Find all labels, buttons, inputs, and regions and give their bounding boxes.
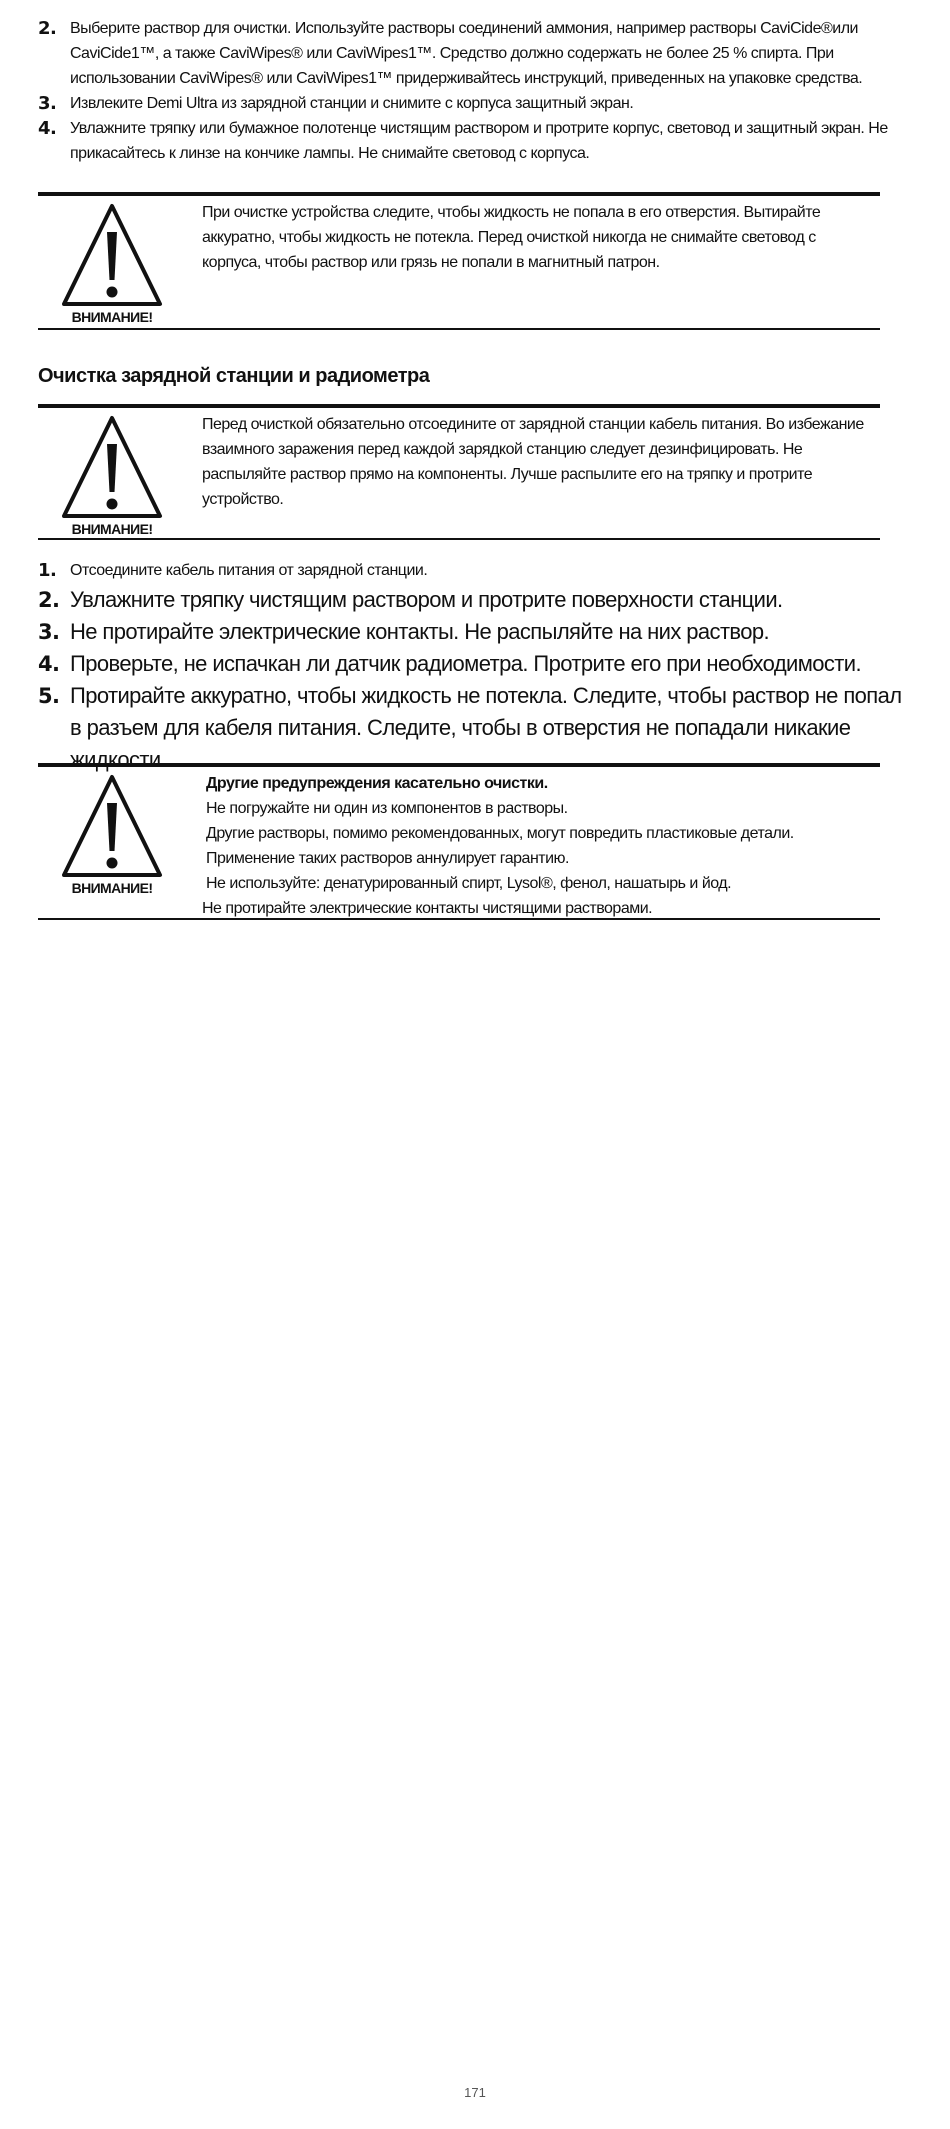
warning-label: ВНИМАНИЕ! [71, 521, 153, 537]
list-item [38, 116, 918, 166]
warning-label: ВНИМАНИЕ! [71, 309, 153, 325]
section-title: Очистка зарядной станции и радиометра [38, 365, 430, 387]
step-text: Увлажните тряпку чистящим раствором и протрите поверхности станции. [70, 587, 783, 612]
list-item [38, 16, 918, 91]
warning-icon-block [60, 202, 164, 325]
step-text: Протирайте аккуратно, чтобы жидкость не потекла. Следите, чтобы раствор не попал в разъем для кабеля питания. Следите, чтобы в отверстия не попадали никакие жидкости. [70, 683, 902, 772]
warning-label: ВНИМАНИЕ! [71, 880, 153, 896]
warning-text: Перед очисткой обязательно отсоедините от зарядной станции кабель питания. Во избежание взаимного заражения перед каждой зарядкой станцию следует дезинфицировать. Не распыляйте раствор прямо на компоненты. Лучше распылите его на тряпку и протрите устройство. [202, 416, 864, 508]
step-number: 3. [38, 620, 60, 644]
list-item [38, 616, 918, 648]
step-number: 2. [38, 588, 60, 612]
step-number: 4. [38, 652, 60, 676]
step-text: Проверьте, не испачкан ли датчик радиометра. Протрите его при необходимости. [70, 651, 861, 676]
list-item [38, 648, 918, 680]
warning-line: Не используйте: денатурированный спирт, Lysol®, фенол, нашатырь и йод. [206, 875, 732, 892]
step-number: 5. [38, 684, 60, 708]
step-text: Извлеките Demi Ultra из зарядной станции и снимите с корпуса защитный экран. [70, 95, 634, 112]
warning-text [202, 771, 876, 921]
step-number: 4. [38, 118, 57, 139]
warning-icon-block [60, 414, 164, 537]
warning-triangle-icon [60, 202, 164, 308]
step-text: Отсоедините кабель питания от зарядной станции. [70, 562, 428, 579]
warning-triangle-icon [60, 414, 164, 520]
step-number: 2. [38, 18, 57, 39]
list-item [38, 91, 918, 116]
warning-icon-block [60, 773, 164, 896]
warning-line: Не погружайте ни один из компонентов в растворы. [206, 800, 568, 817]
page-number: 171 [464, 2085, 486, 2100]
list-item [38, 680, 918, 776]
list-item [38, 584, 918, 616]
warning-line: Применение таких растворов аннулирует гарантию. [206, 850, 569, 867]
step-text: Не протирайте электрические контакты. Не распыляйте на них раствор. [70, 619, 770, 644]
step-number: 3. [38, 93, 57, 114]
warning-box [38, 763, 880, 920]
warning-box [38, 192, 880, 330]
warning-text: При очистке устройства следите, чтобы жидкость не попала в его отверстия. Вытирайте аккуратно, чтобы жидкость не потекла. Перед очисткой никогда не снимайте световод с корпуса, чтобы раствор или грязь не попали в магнитный патрон. [202, 204, 821, 271]
step-small-list [38, 558, 918, 583]
warning-line: Не протирайте электрические контакты чистящими растворами. [202, 900, 653, 917]
steps-top-list [38, 16, 918, 166]
step-text: Увлажните тряпку или бумажное полотенце чистящим раствором и протрите корпус, световод и защитный экран. Не прикасайтесь к линзе на кончике лампы. Не снимайте световод с корпуса. [70, 120, 888, 162]
warning-title: Другие предупреждения касательно очистки. [206, 775, 548, 792]
list-item [38, 558, 918, 583]
warning-triangle-icon [60, 773, 164, 879]
step-text: Выберите раствор для очистки. Используйте растворы соединений аммония, например растворы CaviCide®или CaviCide1™, а также CaviWipes® или CaviWipes1™. Средство должно содержать не более 25 % спирта. При использовании CaviWipes® или CaviWipes1™ придерживайтесь инструкций, приведенных на упаковке средства. [70, 20, 863, 87]
warning-box [38, 404, 880, 540]
warning-line: Другие растворы, помимо рекомендованных, могут повредить пластиковые детали. [206, 825, 794, 842]
step-number: 1. [38, 560, 57, 581]
steps-large-list [38, 584, 918, 776]
